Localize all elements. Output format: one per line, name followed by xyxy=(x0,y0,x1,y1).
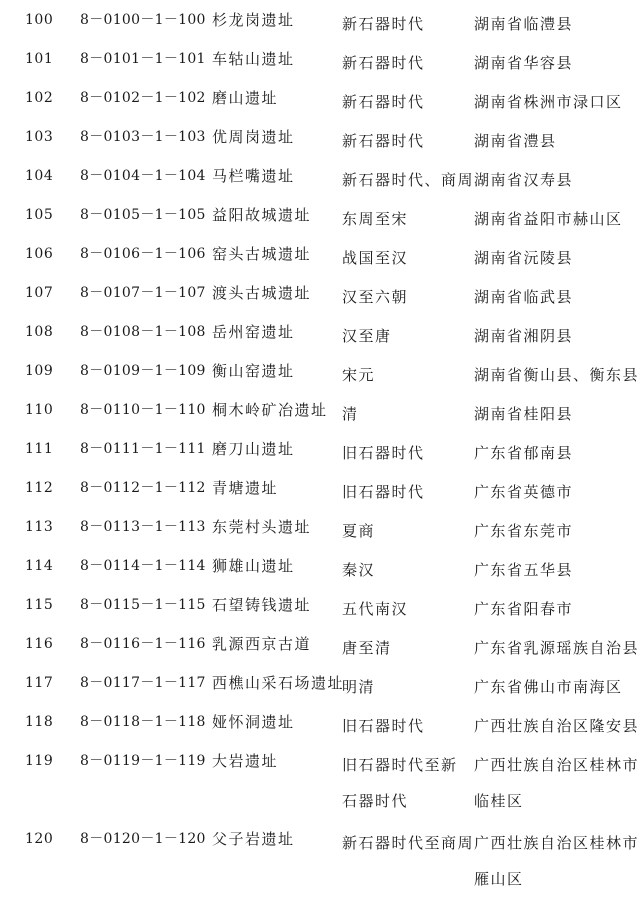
site-location xyxy=(474,669,634,705)
site-era xyxy=(342,513,457,549)
site-code: 8－0120－1－120 xyxy=(80,831,206,847)
row-number: 120 xyxy=(25,831,54,847)
site-era-line: 旧石器时代 xyxy=(342,444,425,462)
site-era xyxy=(342,552,457,588)
row-number: 114 xyxy=(25,558,54,574)
site-name: 狮雄山遗址 xyxy=(212,557,295,575)
site-name: 衡山窑遗址 xyxy=(212,362,295,380)
site-era xyxy=(342,630,457,666)
table-row xyxy=(0,585,640,624)
site-location-line: 广西壮族自治区桂林市 xyxy=(474,756,640,774)
site-era xyxy=(342,84,457,120)
table-row xyxy=(0,156,640,195)
site-location xyxy=(474,201,634,237)
row-number: 111 xyxy=(25,441,54,457)
site-era xyxy=(342,825,475,861)
site-era-line: 新石器时代至商周 xyxy=(342,834,475,852)
site-era-line: 东周至宋 xyxy=(342,210,409,228)
site-location xyxy=(474,825,640,897)
table-row xyxy=(0,273,640,312)
site-era-line: 战国至汉 xyxy=(342,249,409,267)
site-code: 8－0105－1－105 xyxy=(80,207,206,223)
site-code: 8－0110－1－110 xyxy=(80,402,206,418)
site-era-line: 汉至六朝 xyxy=(342,288,409,306)
row-number: 117 xyxy=(25,675,54,691)
row-number: 113 xyxy=(25,519,54,535)
site-location xyxy=(474,708,640,744)
table-row xyxy=(0,78,640,117)
site-location-line: 湖南省衡山县、衡东县 xyxy=(474,366,640,384)
site-name: 渡头古城遗址 xyxy=(212,284,312,302)
site-era-line: 夏商 xyxy=(342,522,376,540)
site-era-line: 五代南汉 xyxy=(342,600,409,618)
site-era-line: 唐至清 xyxy=(342,639,392,657)
site-location xyxy=(474,123,634,159)
site-era xyxy=(342,669,457,705)
site-name: 大岩遗址 xyxy=(212,752,279,770)
row-number: 106 xyxy=(25,246,54,262)
site-code: 8－0108－1－108 xyxy=(80,324,206,340)
site-name: 娅怀洞遗址 xyxy=(212,713,295,731)
site-code: 8－0104－1－104 xyxy=(80,168,206,184)
table-row xyxy=(0,741,640,819)
row-number: 102 xyxy=(25,90,54,106)
site-location-line: 广东省英德市 xyxy=(474,483,574,501)
site-location-line: 广东省郁南县 xyxy=(474,444,574,462)
row-number: 103 xyxy=(25,129,54,145)
row-number: 105 xyxy=(25,207,54,223)
site-name: 磨刀山遗址 xyxy=(212,440,295,458)
table-row xyxy=(0,507,640,546)
site-location-line: 广东省五华县 xyxy=(474,561,574,579)
site-era-line: 宋元 xyxy=(342,366,376,384)
site-era-line: 石器时代 xyxy=(342,792,409,810)
site-era-line: 旧石器时代 xyxy=(342,483,425,501)
table-row xyxy=(0,234,640,273)
site-location xyxy=(474,84,634,120)
row-number: 119 xyxy=(25,753,54,769)
table-row xyxy=(0,195,640,234)
site-code: 8－0111－1－111 xyxy=(80,441,206,457)
table-row xyxy=(0,546,640,585)
site-code: 8－0115－1－115 xyxy=(80,597,206,613)
site-name: 东莞村头遗址 xyxy=(212,518,312,536)
table-row xyxy=(0,390,640,429)
site-name: 石望铸钱遗址 xyxy=(212,596,312,614)
site-location-line: 广东省佛山市南海区 xyxy=(474,678,623,696)
site-code: 8－0109－1－109 xyxy=(80,363,206,379)
row-number: 101 xyxy=(25,51,54,67)
table-row xyxy=(0,624,640,663)
site-era-line: 新石器时代 xyxy=(342,15,425,33)
site-location xyxy=(474,6,634,42)
row-number: 109 xyxy=(25,363,54,379)
site-location-line: 湖南省沅陵县 xyxy=(474,249,574,267)
site-location xyxy=(474,513,634,549)
row-number: 115 xyxy=(25,597,54,613)
site-code: 8－0113－1－113 xyxy=(80,519,206,535)
site-location-line: 广西壮族自治区隆安县 xyxy=(474,717,640,735)
table-row xyxy=(0,39,640,78)
site-era-line: 汉至唐 xyxy=(342,327,392,345)
site-location-line: 广西壮族自治区桂林市 xyxy=(474,834,640,852)
table-row xyxy=(0,663,640,702)
site-code: 8－0114－1－114 xyxy=(80,558,206,574)
table-row xyxy=(0,351,640,390)
site-location-line: 湖南省汉寿县 xyxy=(474,171,574,189)
site-era xyxy=(342,357,457,393)
site-location xyxy=(474,435,634,471)
site-era-line: 旧石器时代至新 xyxy=(342,756,458,774)
site-code: 8－0103－1－103 xyxy=(80,129,206,145)
site-location-line: 湖南省桂阳县 xyxy=(474,405,574,423)
table-row xyxy=(0,0,640,39)
site-era xyxy=(342,45,457,81)
site-name: 西樵山采石场遗址 xyxy=(212,674,345,692)
site-name: 窑头古城遗址 xyxy=(212,245,312,263)
site-name: 青塘遗址 xyxy=(212,479,279,497)
table-row xyxy=(0,468,640,507)
row-number: 108 xyxy=(25,324,54,340)
site-location-line: 广东省东莞市 xyxy=(474,522,574,540)
site-code: 8－0119－1－119 xyxy=(80,753,206,769)
site-code: 8－0112－1－112 xyxy=(80,480,206,496)
site-location xyxy=(474,240,634,276)
site-location xyxy=(474,591,634,627)
site-era-line: 秦汉 xyxy=(342,561,376,579)
site-location xyxy=(474,279,634,315)
site-name: 益阳故城遗址 xyxy=(212,206,312,224)
site-name: 桐木岭矿冶遗址 xyxy=(212,401,328,419)
row-number: 110 xyxy=(25,402,54,418)
site-name: 优周岗遗址 xyxy=(212,128,295,146)
table-row xyxy=(0,117,640,156)
row-number: 107 xyxy=(25,285,54,301)
site-era xyxy=(342,318,457,354)
site-location-line: 临桂区 xyxy=(474,792,524,810)
site-era xyxy=(342,6,457,42)
site-location xyxy=(474,45,634,81)
site-location-line: 湖南省临澧县 xyxy=(474,15,574,33)
site-location-line: 湖南省澧县 xyxy=(474,132,557,150)
site-name: 岳州窑遗址 xyxy=(212,323,295,341)
site-era-line: 旧石器时代 xyxy=(342,717,425,735)
site-code: 8－0117－1－117 xyxy=(80,675,206,691)
site-code: 8－0116－1－116 xyxy=(80,636,206,652)
site-location xyxy=(474,747,640,819)
site-location xyxy=(474,474,634,510)
site-era xyxy=(342,123,457,159)
site-era xyxy=(342,435,457,471)
site-era xyxy=(342,747,457,819)
site-name: 马栏嘴遗址 xyxy=(212,167,295,185)
site-era xyxy=(342,708,457,744)
row-number: 112 xyxy=(25,480,54,496)
row-number: 100 xyxy=(25,12,54,28)
row-number: 104 xyxy=(25,168,54,184)
site-era xyxy=(342,279,457,315)
site-era xyxy=(342,474,457,510)
site-name: 杉龙岗遗址 xyxy=(212,11,295,29)
site-era-line: 新石器时代 xyxy=(342,132,425,150)
row-number: 118 xyxy=(25,714,54,730)
site-name: 父子岩遗址 xyxy=(212,830,295,848)
site-location-line: 湖南省益阳市赫山区 xyxy=(474,210,623,228)
site-location xyxy=(474,162,634,198)
site-era xyxy=(342,591,457,627)
site-era-line: 清 xyxy=(342,405,359,423)
table-row xyxy=(0,819,640,897)
site-location-line: 雁山区 xyxy=(474,870,524,888)
site-location xyxy=(474,318,634,354)
site-era-line: 明清 xyxy=(342,678,376,696)
site-code: 8－0101－1－101 xyxy=(80,51,206,67)
site-location-line: 湖南省湘阴县 xyxy=(474,327,574,345)
site-code: 8－0100－1－100 xyxy=(80,12,206,28)
site-era-line: 新石器时代 xyxy=(342,54,425,72)
site-era xyxy=(342,201,457,237)
site-era xyxy=(342,162,475,198)
table-row xyxy=(0,702,640,741)
site-code: 8－0102－1－102 xyxy=(80,90,206,106)
site-location-line: 广东省乳源瑶族自治县 xyxy=(474,639,640,657)
table-row xyxy=(0,312,640,351)
site-code: 8－0106－1－106 xyxy=(80,246,206,262)
site-name: 乳源西京古道 xyxy=(212,635,312,653)
site-location xyxy=(474,552,634,588)
site-location xyxy=(474,630,640,666)
site-location xyxy=(474,396,634,432)
site-code: 8－0107－1－107 xyxy=(80,285,206,301)
site-name: 车轱山遗址 xyxy=(212,50,295,68)
site-location xyxy=(474,357,640,393)
row-number: 116 xyxy=(25,636,54,652)
site-location-line: 湖南省华容县 xyxy=(474,54,574,72)
table-row xyxy=(0,429,640,468)
site-location-line: 广东省阳春市 xyxy=(474,600,574,618)
site-era-line: 新石器时代 xyxy=(342,93,425,111)
site-location-line: 湖南省临武县 xyxy=(474,288,574,306)
site-location-line: 湖南省株洲市渌口区 xyxy=(474,93,623,111)
site-code: 8－0118－1－118 xyxy=(80,714,206,730)
site-era xyxy=(342,396,457,432)
site-era xyxy=(342,240,457,276)
site-era-line: 新石器时代、商周 xyxy=(342,171,475,189)
site-name: 磨山遗址 xyxy=(212,89,279,107)
